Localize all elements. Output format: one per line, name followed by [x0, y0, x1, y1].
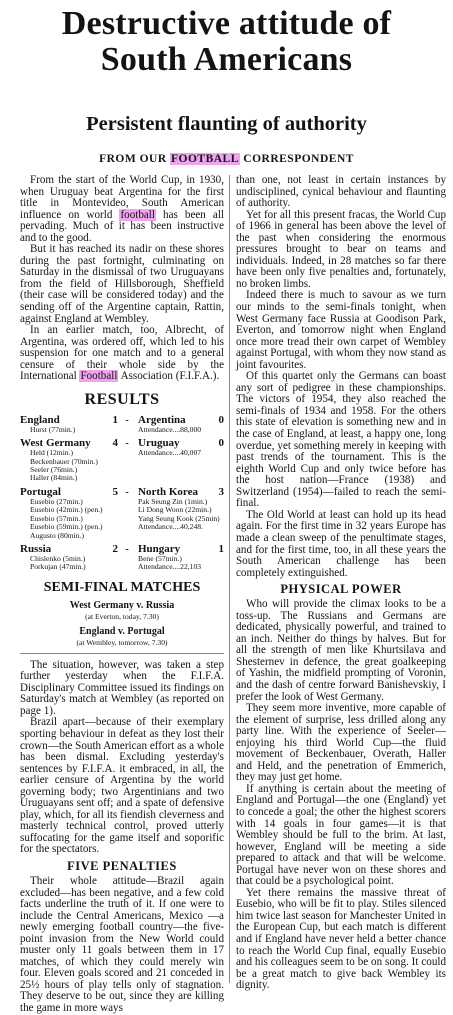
home-side	[20, 487, 106, 540]
scorer: Attendance....40,248.	[138, 522, 203, 532]
scorer: Attendance....88,000	[138, 424, 202, 434]
scorer: Chislenko (5min.)	[30, 553, 86, 563]
home-score: 5	[112, 485, 118, 498]
scorer: Eusebio (27min.)	[30, 496, 83, 506]
subheadline: Persistent flaunting of authority	[86, 113, 367, 135]
away-score: 0	[218, 413, 224, 426]
home-side	[20, 438, 106, 483]
home-score: 2	[112, 542, 118, 555]
headline-line-2: South Americans	[100, 41, 353, 78]
scorer: Bene (57min.)	[138, 553, 182, 563]
semi-final-match	[20, 600, 224, 622]
home-side	[20, 544, 106, 572]
scorer: Seeler (76min.)	[30, 465, 78, 475]
byline-highlight: FOOTBALL	[171, 153, 239, 165]
article-paragraph: Yet there remains the massive threat of Eusebio, who will be fit to play. Stiles silenced him twice last season for Manchester United in the European Cup, but each match is different and if England have never held a better chance to reach the World Cup final, equally Eusebio and his colleagues seem to be on song. It could be a great match to give back Wembley its dignity.	[236, 886, 446, 992]
section-rule	[20, 653, 224, 654]
home-team: West Germany	[20, 437, 91, 450]
result-row	[20, 415, 224, 434]
article-paragraph: They seem more inventive, more capable of the element of surprise, less drilled along any party line. With the experience of Seeler—enjoying his third World Cup—the fluid movement of Beckenbauer, Overath, Haller and Held, and the penetration of Emmerich, they may just get home.	[236, 702, 446, 784]
match-teams: West Germany v. Russia	[69, 599, 175, 611]
result-row	[20, 544, 224, 572]
score-dash: -	[125, 486, 129, 498]
away-side	[132, 487, 224, 540]
scorer: Eusebio (57min.)	[30, 513, 83, 523]
away-side	[132, 544, 224, 572]
article-paragraph: Of this quartet only the Germans can boast any sort of pedigree in these championships. The victors of 1954, they also reached the semi-finals of 1934 and 1958. For the others this state of elevation is something new and in the case of England, at least, a happy one, long overdue, yet something merely in keeping with past trends of the tournament. This is the eighth World Cup and only twice before has the host nation—France (1938) and Switzerland (1954)—failed to reach the semi-final.	[236, 370, 446, 510]
home-score: 4	[112, 437, 118, 450]
away-team: North Korea	[138, 485, 198, 498]
scorer: Attendance....40,007	[138, 448, 202, 458]
article-paragraph: From the start of the World Cup, in 1930, when Uruguay beat Argentina for the first title in Montevideo, South American influence on world football has been all pervading. Much of it has been instructive and to the good.	[20, 174, 224, 244]
home-team: Russia	[20, 542, 52, 555]
scorer: Haller (84min.)	[30, 473, 78, 483]
home-score: 1	[112, 413, 118, 426]
results-table	[20, 415, 224, 572]
article-paragraph: Their whole attitude—Brazil again excluded—has been negative, and a few cold facts underline the truth of it. If one were to include the Central Americans, Mexico —a newly emerging football country—the five-point invasion from the New World could muster only 11 goals between them in 17 matches, of which they could merely win four. Eleven goals scored and 21 conceded in 25½ hours of play tells only of stagnation. They deserve to be out, since they are killing the game in more ways	[20, 875, 224, 1015]
away-score: 0	[218, 437, 224, 450]
article-paragraph: Yet for all this present fracas, the World Cup of 1966 in general has been above the level of the past when considering the enormous pressures brought to bear on teams and individuals. Indeed, in 28 matches so far there have been only five penalties and, fortunately, no broken limbs.	[236, 208, 446, 290]
scorer: Porkujan (47min.)	[30, 562, 86, 572]
section-heading: PHYSICAL POWER	[280, 582, 402, 597]
article-paragraph: The Old World at least can hold up its head again. For the first time in 32 years Europe has made a clean sweep of the penultimate stages, and for the first time, too, in all these years the South American challenge has been completely extinguished.	[236, 508, 446, 579]
score-dash: -	[125, 543, 129, 555]
article-paragraph: Indeed there is much to savour as we turn our minds to the semi-finals tonight, when West Germany face Russia at Goodison Park, Everton, and tomorrow night when England once more tread their own carpet of Wembley against Portugal, with whom they now stand as joint favourites.	[236, 289, 446, 371]
results-title: RESULTS	[84, 390, 160, 408]
match-venue: (at Everton, today, 7.30)	[85, 611, 159, 621]
away-team: Argentina	[138, 413, 186, 426]
away-team: Hungary	[138, 542, 181, 555]
scorer: Yang Seung Kook (25min)	[138, 513, 220, 523]
scorer: Li Dong Woon (22min.)	[138, 505, 212, 515]
right-column	[236, 175, 446, 992]
byline-pre: FROM OUR	[99, 153, 170, 165]
headline	[0, 6, 453, 78]
article-paragraph: Who will provide the climax looks to be a toss-up. The Russians and Germans are dedicated, physically powerful, and trained to an inch. Neither do things by halves. But for all the strength of men like Khurtsilava and Shesternev in defence, the great goalkeeping of Yashin, the midfield prompting of Voronin, and the dash of centre forward Banishevskiy, I prefer the look of West Germany.	[236, 598, 446, 703]
section-heading: FIVE PENALTIES	[67, 859, 177, 874]
home-side	[20, 415, 106, 434]
scorer: Eusebio (42min.) (pen.)	[30, 505, 103, 515]
away-side	[132, 438, 224, 483]
scorer: Hurst (77min.)	[30, 424, 76, 434]
result-row	[20, 487, 224, 540]
match-teams: England v. Portugal	[79, 625, 165, 637]
article-paragraph: But it has reached its nadir on these shores during the past fortnight, culminating on Saturday in the dismissal of two Uruguayans from the field of Hillsborough, Sheffield (their case will be considered today) and the sending off of the Argentine captain, Rattin, against England at Wembley.	[20, 243, 224, 325]
scorer: Beckenbauer (70min.)	[30, 456, 98, 466]
headline-line-1: Destructive attitude of	[61, 5, 392, 42]
result-row	[20, 438, 224, 483]
home-team: England	[20, 413, 60, 426]
home-team: Portugal	[20, 485, 61, 498]
away-score: 1	[218, 542, 224, 555]
article-paragraph: If anything is certain about the meeting of England and Portugal—the one (England) yet to concede a goal; the other the highest scorers with 14 goals in four games—it is that Wembley should be full to the brim. At last, however, England will be meeting a side prepared to attack and that will be welcome. Portugal have never won on these shores and that could be a psychological point.	[236, 782, 446, 888]
scorer: Held (12min.)	[30, 448, 74, 458]
match-venue: (at Wembley, tomorrow, 7.30)	[76, 637, 168, 647]
away-team: Uruguay	[138, 437, 180, 450]
scorer: Pak Seung Zin (1min.)	[138, 496, 208, 506]
score-dash: -	[125, 438, 129, 450]
away-side	[132, 415, 224, 434]
search-highlight: football	[120, 208, 155, 221]
scorer: Eusebio (59min.) (pen.)	[30, 522, 103, 532]
away-score: 3	[218, 485, 224, 498]
article-paragraph: Brazil apart—because of their exemplary sporting behaviour in defeat as they lost their crown—the South American effort as a whole has been dismal. Excluding yesterday's sentences by F.I.F.A. it embraced, in all, the earlier censure of Argentina by the world governing body; two Argentinians and two Uruguayans sent off; and a spate of defensive play, which, for all its fiendish cleverness and masterly technical control, proved utterly suffocating for the game itself and soporific for the spectators.	[20, 716, 224, 856]
article-paragraph: The situation, however, was taken a step further yesterday when the F.I.F.A. Disciplinary Committee issued its findings on Saturday's match at Wembley (as reported on page 1).	[20, 658, 224, 717]
scorer: Augusto (80min.)	[30, 530, 84, 540]
left-column	[20, 175, 224, 1015]
byline-post: CORRESPONDENT	[239, 153, 354, 165]
byline	[0, 153, 453, 165]
search-highlight: Football	[80, 370, 118, 383]
semi-final-title: SEMI-FINAL MATCHES	[43, 579, 201, 595]
article-paragraph: In an earlier match, too, Albrecht, of Argentina, was ordered off, which led to his suspension for one match and to a general censure of their whole side by the International Football Association (F.I.F.A.).	[20, 324, 224, 383]
semi-final-match	[20, 626, 224, 648]
scorer: Attendance....22,103	[138, 562, 202, 572]
column-divider	[229, 175, 230, 983]
article-paragraph: than one, not least in certain instances by undisciplined, cynical behaviour and flaunting of authority.	[236, 174, 446, 210]
score-dash: -	[125, 414, 129, 426]
